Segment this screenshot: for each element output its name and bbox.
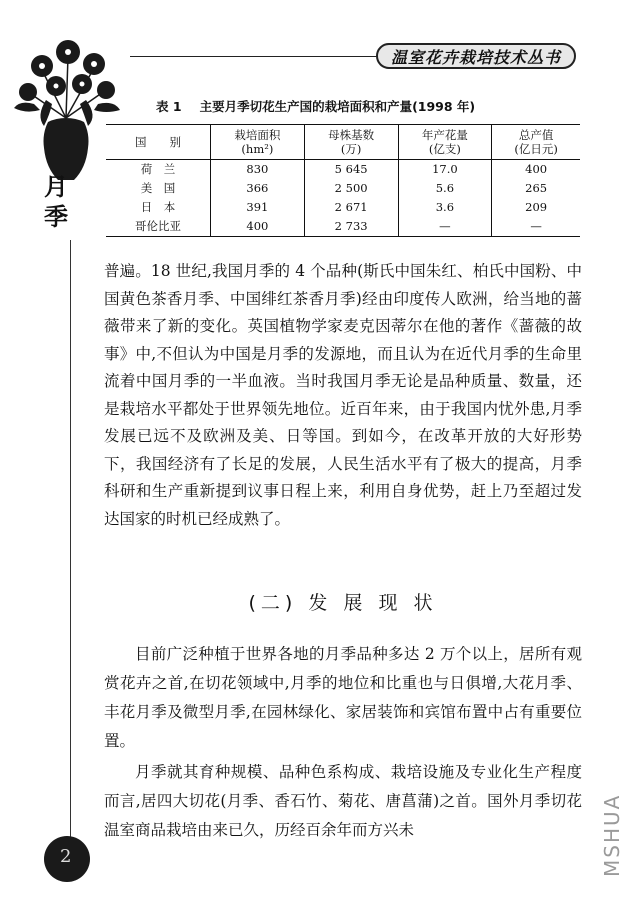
table-cell: — bbox=[492, 217, 580, 237]
table-header-cell: 栽培面积 (hm²) bbox=[211, 125, 305, 160]
paragraph-continuation: 普遍。18 世纪,我国月季的 4 个品种(斯氏中国朱红、柏氏中国粉、中国黄色茶香月季、中国绯红茶香月季)经由印度传人欧洲，给当地的蔷薇带来了新的变化。英国植物学家麦克因蒂尔在他的著作《蔷薇的故事》中,不但认为中国是月季的发源地，而且认为在近代月季的生命里流着中国月季的一半血液。当时我国月季无论是品种质量、数量，还是栽培水平都处于世界领先地位。近百年来，由于我国内忧外患,月季发展已远不及欧洲及美、日等国。到如今，在改革开放的大好形势下，我国经济有了长足的发展，人民生活水平有了极大的提高，月季科研和生产重新提到议事日程上来，利用自身优势，赶上乃至超过发达国家的时机已经成熟了。 bbox=[104, 262, 582, 528]
table-cell: 17.0 bbox=[398, 160, 492, 180]
table-cell: 830 bbox=[211, 160, 305, 180]
table-row bbox=[106, 198, 580, 217]
watermark: MSHUA bbox=[600, 793, 624, 877]
table-cell: 400 bbox=[492, 160, 580, 180]
table-cell: 265 bbox=[492, 179, 580, 198]
table-cell: 400 bbox=[211, 217, 305, 237]
side-chapter-title: 月季 bbox=[44, 173, 68, 231]
body-text-top bbox=[104, 258, 582, 533]
table-cell: 5 645 bbox=[304, 160, 398, 180]
table-cell: 366 bbox=[211, 179, 305, 198]
table-row bbox=[106, 217, 580, 237]
table-header-cell: 国 别 bbox=[106, 125, 211, 160]
table-cell: 2 733 bbox=[304, 217, 398, 237]
table-cell: 哥伦比亚 bbox=[106, 217, 211, 237]
series-banner: 温室花卉栽培技术丛书 bbox=[376, 43, 576, 69]
table-row bbox=[106, 160, 580, 180]
table-caption-text: 主要月季切花生产国的栽培面积和产量(1998 年) bbox=[199, 99, 476, 114]
table-caption bbox=[156, 97, 576, 115]
section-heading: (二) 发 展 现 状 bbox=[248, 592, 438, 614]
table-header-cell: 年产花量 (亿支) bbox=[398, 125, 492, 160]
paragraph: 月季就其育种规模、品种色系构成、栽培设施及专业化生产程度而言,居四大切花(月季、香石竹、菊花、唐菖蒲)之首。国外月季切花温室商品栽培由来已久，历经百余年而方兴未 bbox=[104, 763, 582, 839]
table-cell: 3.6 bbox=[398, 198, 492, 217]
paragraph: 目前广泛种植于世界各地的月季品种多达 2 万个以上，居所有观赏花卉之首,在切花领域中,月季的地位和比重也与日俱增,大花月季、丰花月季及微型月季,在园林绿化、家居装饰和宾馆布置中占有重要位置。 bbox=[104, 645, 582, 750]
table-cell: 391 bbox=[211, 198, 305, 217]
table-cell: — bbox=[398, 217, 492, 237]
header-rule bbox=[130, 56, 380, 57]
table-cell: 日 本 bbox=[140, 200, 176, 214]
side-rule bbox=[70, 240, 71, 840]
table-header-cell: 母株基数 (万) bbox=[304, 125, 398, 160]
body-text-bottom bbox=[104, 640, 582, 847]
table-caption-number: 表 1 bbox=[156, 99, 182, 114]
table-cell: 5.6 bbox=[398, 179, 492, 198]
table-header-row bbox=[106, 125, 580, 160]
page-number: 2 bbox=[60, 846, 72, 867]
table-row bbox=[106, 179, 580, 198]
table-cell: 2 500 bbox=[304, 179, 398, 198]
table-cell: 209 bbox=[492, 198, 580, 217]
table-cell: 荷 兰 bbox=[140, 162, 176, 176]
table-header-cell: 总产值 (亿日元) bbox=[492, 125, 580, 160]
table-cell: 美 国 bbox=[140, 181, 176, 195]
production-table bbox=[106, 124, 580, 237]
table-cell: 2 671 bbox=[304, 198, 398, 217]
